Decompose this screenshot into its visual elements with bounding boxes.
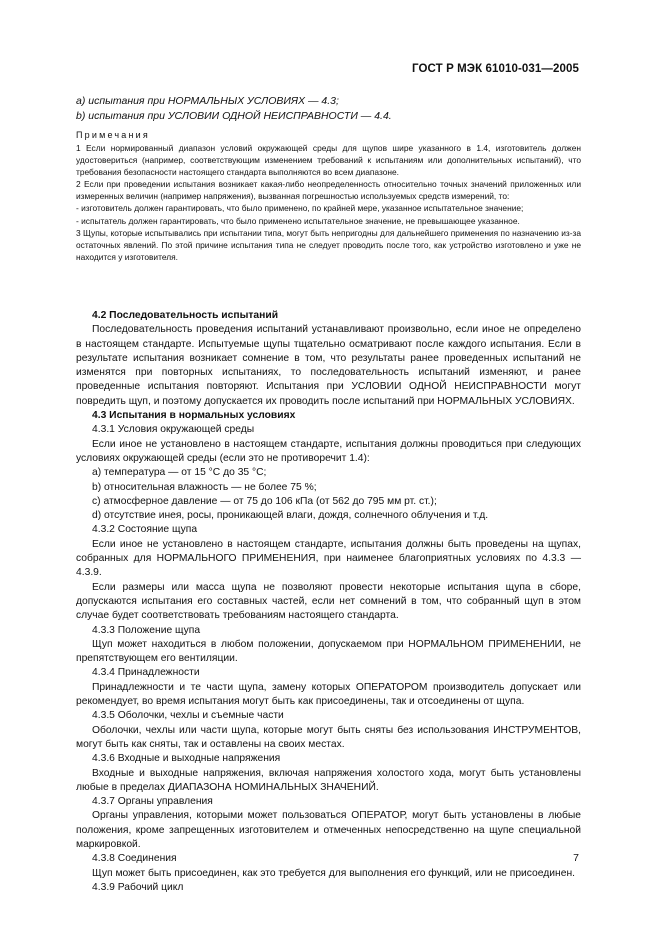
main-text (76, 309, 581, 895)
note-3: 3 Щупы, которые испытывались при испытании типа, могут быть непригодны для дальнейшего применения по назначению из-за остаточных явлений. По этой причине испытания типа не следует проводить после того, как устройство изготовлено и уже не находится у изготовителя. (76, 227, 581, 262)
condition-item-d: d) отсутствие инея, росы, проникающей влаги, дождя, солнечного облучения и т.д. (92, 510, 489, 522)
section-4-3-7-title: 4.3.7 Органы управления (92, 796, 213, 808)
list-item-b: b) испытания при УСЛОВИИ ОДНОЙ НЕИСПРАВНОСТИ — 4.4. (76, 110, 392, 122)
section-4-3-8-text: Щуп может быть присоединен, как это требуется для выполнения его функций, или не присоединен. (92, 867, 576, 879)
section-4-3-9-title: 4.3.9 Рабочий цикл (92, 881, 184, 893)
condition-item-c: c) атмосферное давление — от 75 до 106 кПа (от 562 до 795 мм рт. ст.); (92, 495, 437, 507)
section-4-3-2-text-1: Если иное не установлено в настоящем стандарте, испытания должны быть проведены на щупах, собранных для НОРМАЛЬНОГО ПРИМЕНЕНИЯ, при наименее благоприятных условиях по 4.3.3 — 4.3.9. (76, 538, 581, 579)
note-2: 2 Если при проведении испытания возникает какая-либо неопределенность относительно точных значений приложенных или измеренных величин (например напряжения), вызванная погрешностью используемых средств измерений, то: (76, 179, 581, 202)
section-4-3-4-text: Принадлежности и те части щупа, замену которых ОПЕРАТОРОМ производитель допускает или рекомендует, во время испытания могут быть как присоединены, так и отсоединены от щупа. (76, 681, 581, 708)
note-1: 1 Если нормированный диапазон условий окружающей среды для щупов шире указанного в 1.4, изготовитель должен удостовериться (например, соответствующим изменением требований к испытаниям или дополнительных испытаний), что требования безопасности настоящего стандарта выполняются во всем диапазоне. (76, 143, 581, 178)
notes-block (76, 142, 581, 263)
section-4-3-6-text: Входные и выходные напряжения, включая напряжения холостого хода, могут быть установлены любые в пределах ДИАПАЗОНА НОМИНАЛЬНЫХ ЗНАЧЕНИЙ. (76, 767, 581, 793)
section-4-3-3-text: Щуп может находиться в любом положении, допускаемом при НОРМАЛЬНОМ ПРИМЕНЕНИИ, не препятствующем его вентиляции. (76, 638, 581, 665)
page-number: 7 (573, 852, 579, 864)
section-4-3-1-title: 4.3.1 Условия окружающей среды (92, 424, 255, 436)
section-4-3-2-text-2: Если размеры или масса щупа не позволяют провести некоторые испытания щупа в сборе, допускаются испытания его составных частей, если нет сомнений в том, что собранный щуп в этом случае будет соответствовать требованиям настоящего стандарта. (76, 581, 581, 622)
section-4-3-heading: 4.3 Испытания в нормальных условиях (92, 410, 296, 422)
notes-title: Примечания (76, 130, 150, 140)
section-4-3-5-text: Оболочки, чехлы или части щупа, которые могут быть сняты без использования ИНСТРУМЕНТОВ, могут быть как сняты, так и оставлены на своих местах. (76, 724, 581, 750)
standard-code-header: ГОСТ Р МЭК 61010-031—2005 (412, 63, 579, 75)
condition-item-b: b) относительная влажность — не более 75 %; (92, 481, 317, 493)
note-2-item-a: - изготовитель должен гарантировать, что было применено, по крайней мере, указанное испытательное значение; (76, 203, 524, 214)
section-4-2-heading: 4.2 Последовательность испытаний (92, 310, 279, 321)
list-item-a: а) испытания при НОРМАЛЬНЫХ УСЛОВИЯХ — 4.3; (76, 95, 339, 107)
section-4-3-4-title: 4.3.4 Принадлежности (92, 667, 200, 679)
section-4-3-8-title: 4.3.8 Соединения (92, 853, 177, 865)
section-4-2-text: Последовательность проведения испытаний устанавливают произвольно, если иное не определено в настоящем стандарте. Испытуемые щупы тщательно осматривают после каждого испытания. Если в результате испытания возникает сомнение в том, что результаты ранее проведенных испытаний не изменятся при повторных испытаниях, то последовательность испытаний изменяют, и ранее проведенные испытания повторяют. Испытания при УСЛОВИИ ОДНОЙ НЕИСПРАВНОСТИ могут повредить щуп, и поэтому допускается их проводить после испытаний при НОРМАЛЬНЫХ УСЛОВИЯХ. (76, 324, 581, 407)
section-4-3-2-title: 4.3.2 Состояние щупа (92, 524, 198, 536)
section-4-3-7-text: Органы управления, которыми может пользоваться ОПЕРАТОР, могут быть установлены в любые положения, кроме запрещенных изготовителем и отмеченных непосредственно на щупе специальной маркировкой. (76, 810, 581, 850)
section-4-3-3-title: 4.3.3 Положение щупа (92, 624, 201, 636)
note-2-item-b: - испытатель должен гарантировать, что было применено испытательное значение, не превышающее указанное. (76, 215, 520, 226)
section-4-3-5-title: 4.3.5 Оболочки, чехлы и съемные части (92, 710, 284, 722)
condition-item-a: a) температура — от 15 °С до 35 °С; (92, 467, 267, 479)
section-4-3-6-title: 4.3.6 Входные и выходные напряжения (92, 753, 281, 765)
section-4-3-1-text: Если иное не установлено в настоящем стандарте, испытания должны проводиться при следующих условиях окружающей среды (если это не противоречит 1.4): (76, 438, 581, 464)
